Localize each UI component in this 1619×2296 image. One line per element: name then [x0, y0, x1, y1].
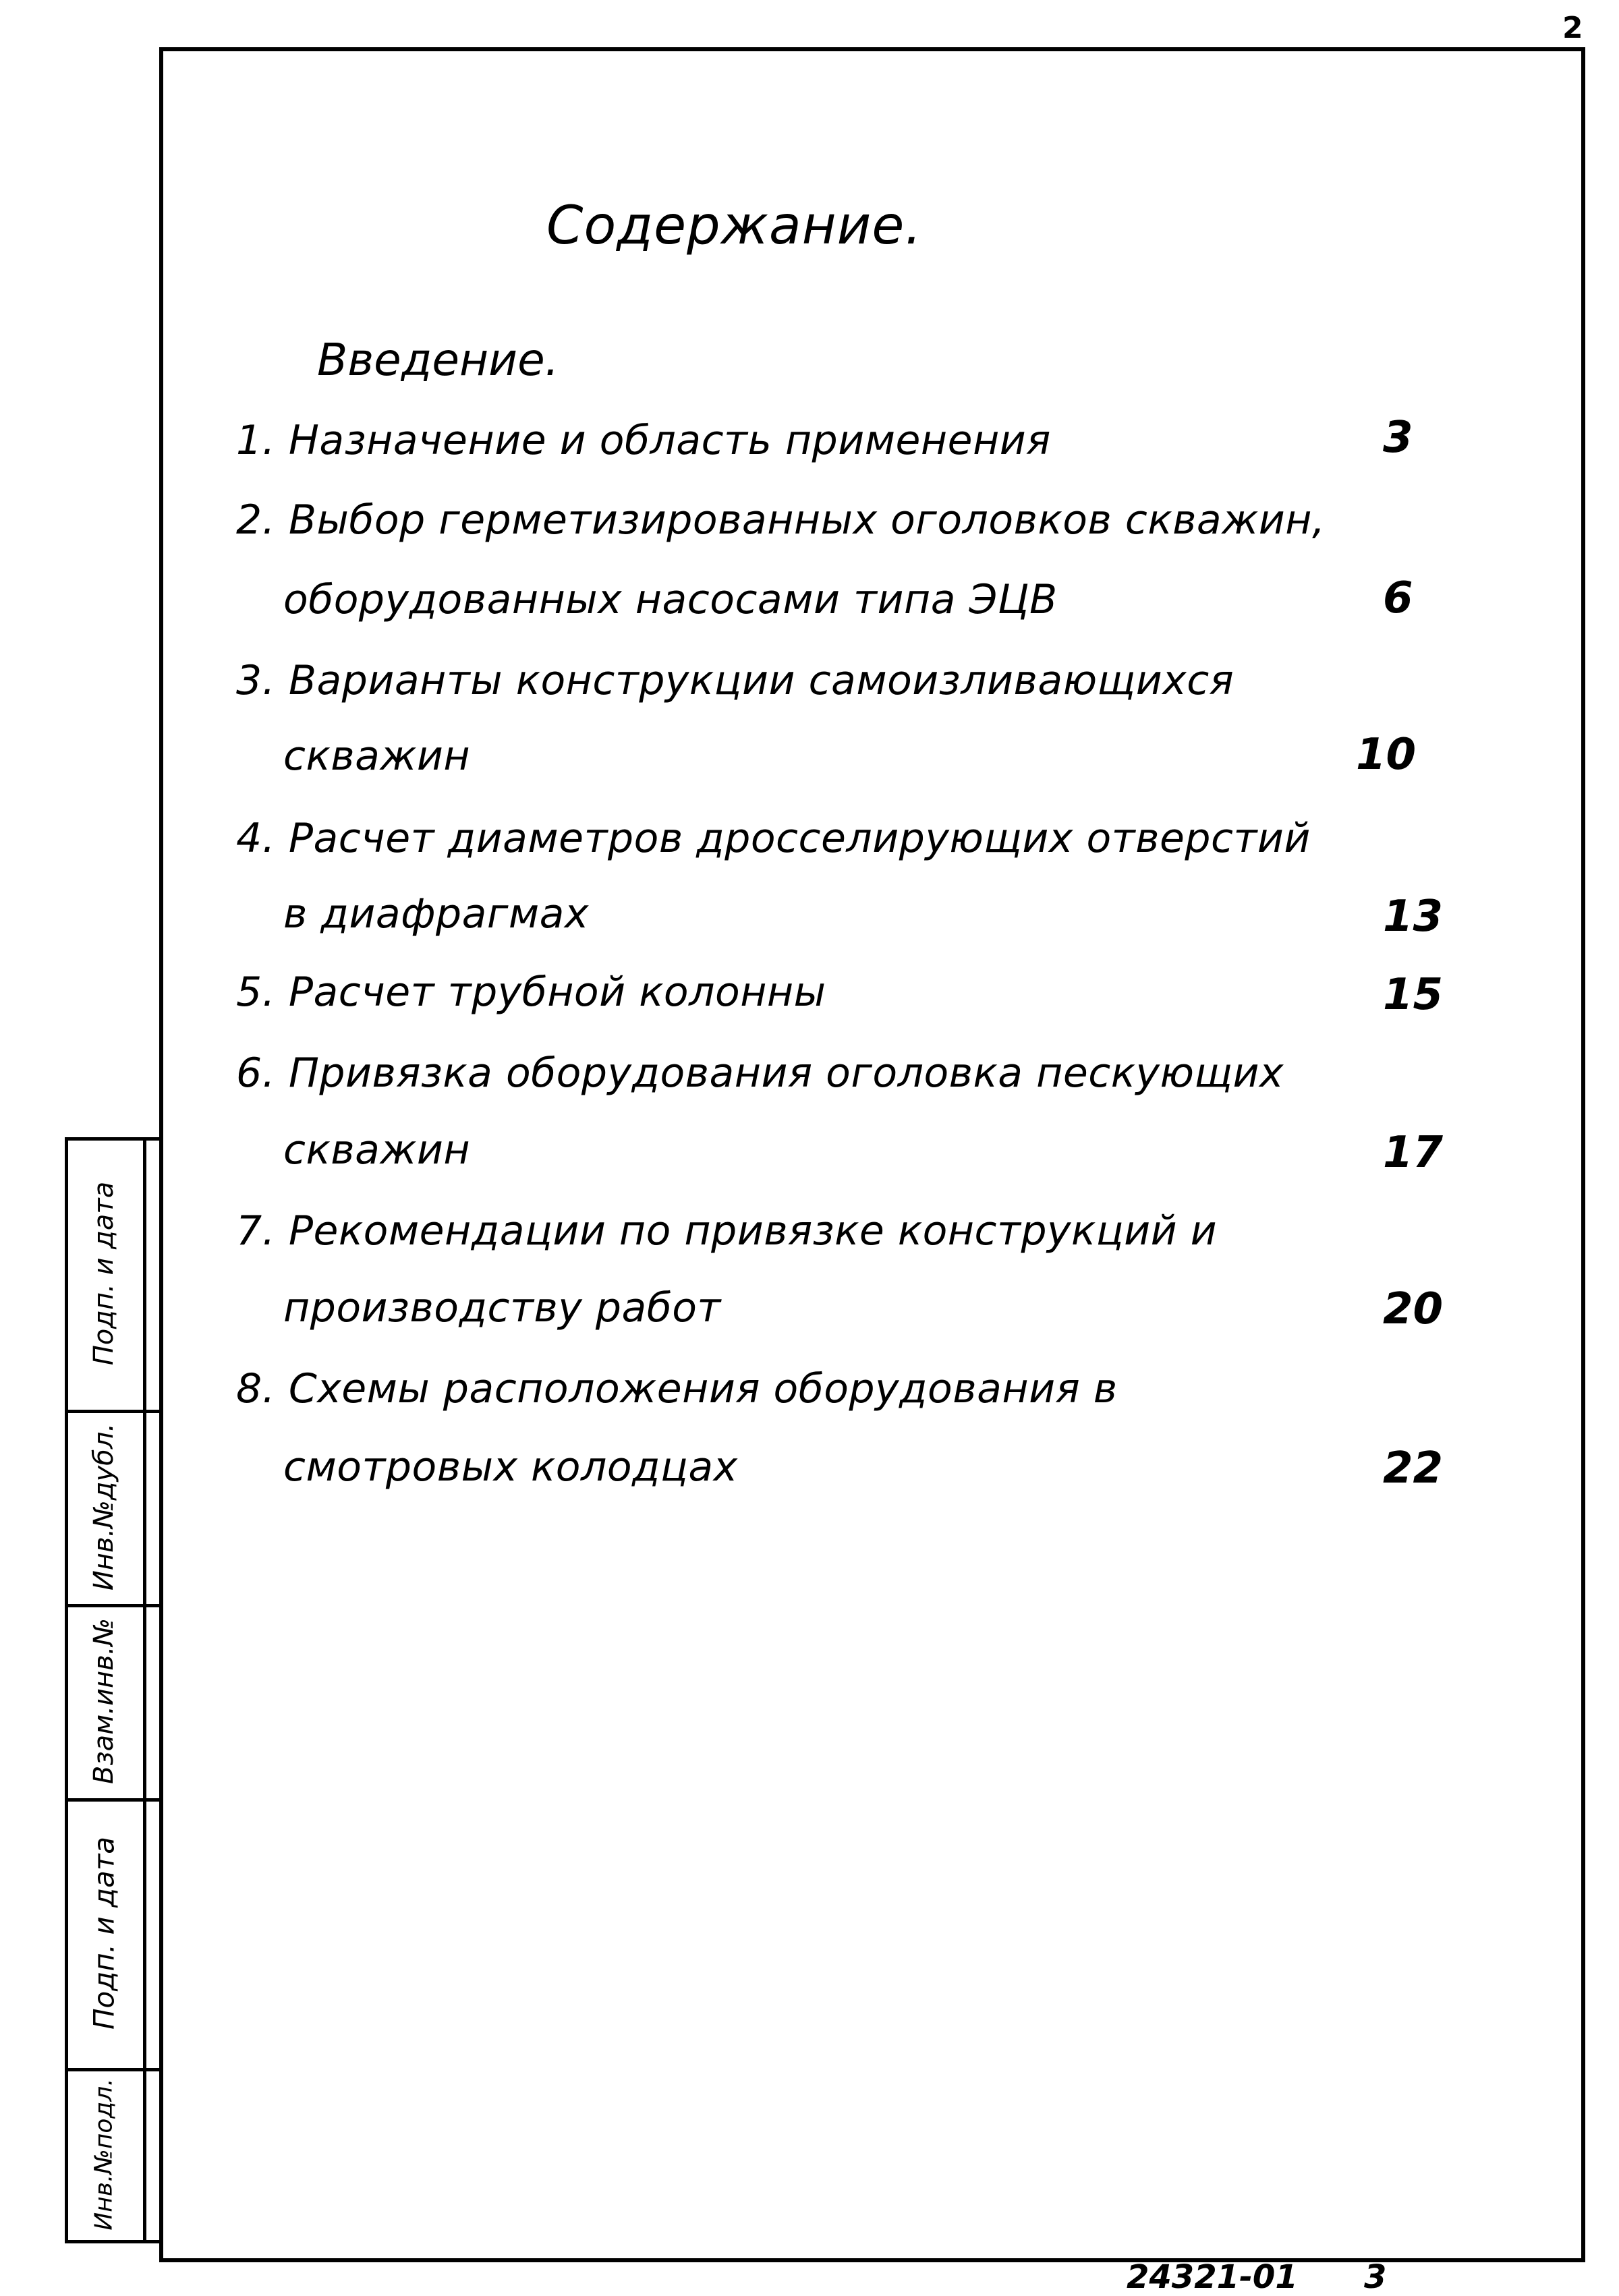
- sheet-number: 2: [1562, 11, 1583, 45]
- stamp-label-replace-inv: Взам.инв.№: [88, 1617, 119, 1785]
- toc-item-3-line-1: 3. Варианты конструкции самоизливающихся: [236, 657, 1234, 704]
- toc-item-5-page: 15: [1383, 970, 1444, 1020]
- toc-intro: Введение.: [317, 334, 559, 386]
- side-stamp-rule: [65, 2240, 159, 2243]
- toc-item-8-line-2: смотровых колодцах: [283, 1443, 738, 1491]
- toc-item-2-line-1: 2. Выбор герметизированных оголовков скважин,: [236, 496, 1326, 544]
- toc-item-4-line-1: 4. Расчет диаметров дросселирующих отверстий: [236, 815, 1311, 862]
- toc-item-6-line-2: скважин: [283, 1126, 471, 1174]
- stamp-label-sign-date-1: Подп. и дата: [88, 1181, 119, 1366]
- toc-item-6-line-1: 6. Привязка оборудования оголовка пескующих: [236, 1050, 1284, 1097]
- side-stamp-rule: [65, 1798, 159, 1802]
- toc-item-8-line-1: 8. Схемы расположения оборудования в: [236, 1365, 1118, 1412]
- toc-item-2-line-2: оборудованных насосами типа ЭЦВ: [283, 576, 1058, 623]
- toc-item-3-line-2: скважин: [283, 733, 471, 780]
- stamp-label-dup-inv: Инв.№дубл.: [88, 1423, 119, 1591]
- toc-item-4-line-2: в диафрагмах: [283, 890, 589, 938]
- side-stamp-rule: [65, 2068, 159, 2071]
- toc-item-3-page: 10: [1356, 730, 1417, 780]
- side-stamp-divider: [143, 1137, 146, 2243]
- footer-page-number: 3: [1364, 2258, 1387, 2296]
- toc-item-7-line-2: производству работ: [283, 1284, 721, 1331]
- toc-item-8-page: 22: [1383, 1443, 1444, 1493]
- toc-item-2-page: 6: [1383, 573, 1413, 623]
- toc-item-1-page: 3: [1383, 413, 1413, 463]
- stamp-label-sign-date-2: Подп. и дата: [87, 1836, 121, 2030]
- stamp-label-orig-inv: Инв.№подл.: [90, 2078, 118, 2231]
- side-stamp-rule: [65, 1604, 159, 1607]
- document-code: 24321-01: [1127, 2258, 1298, 2296]
- page-title: Содержание.: [546, 196, 923, 256]
- toc-item-5-line-1: 5. Расчет трубной колонны: [236, 969, 826, 1016]
- side-stamp-rule: [65, 1410, 159, 1413]
- toc-item-7-line-1: 7. Рекомендации по привязке конструкций и: [236, 1207, 1218, 1255]
- toc-item-6-page: 17: [1383, 1128, 1444, 1178]
- toc-item-7-page: 20: [1383, 1284, 1444, 1334]
- toc-item-4-page: 13: [1383, 892, 1444, 942]
- toc-item-1-line-1: 1. Назначение и область применения: [236, 417, 1051, 464]
